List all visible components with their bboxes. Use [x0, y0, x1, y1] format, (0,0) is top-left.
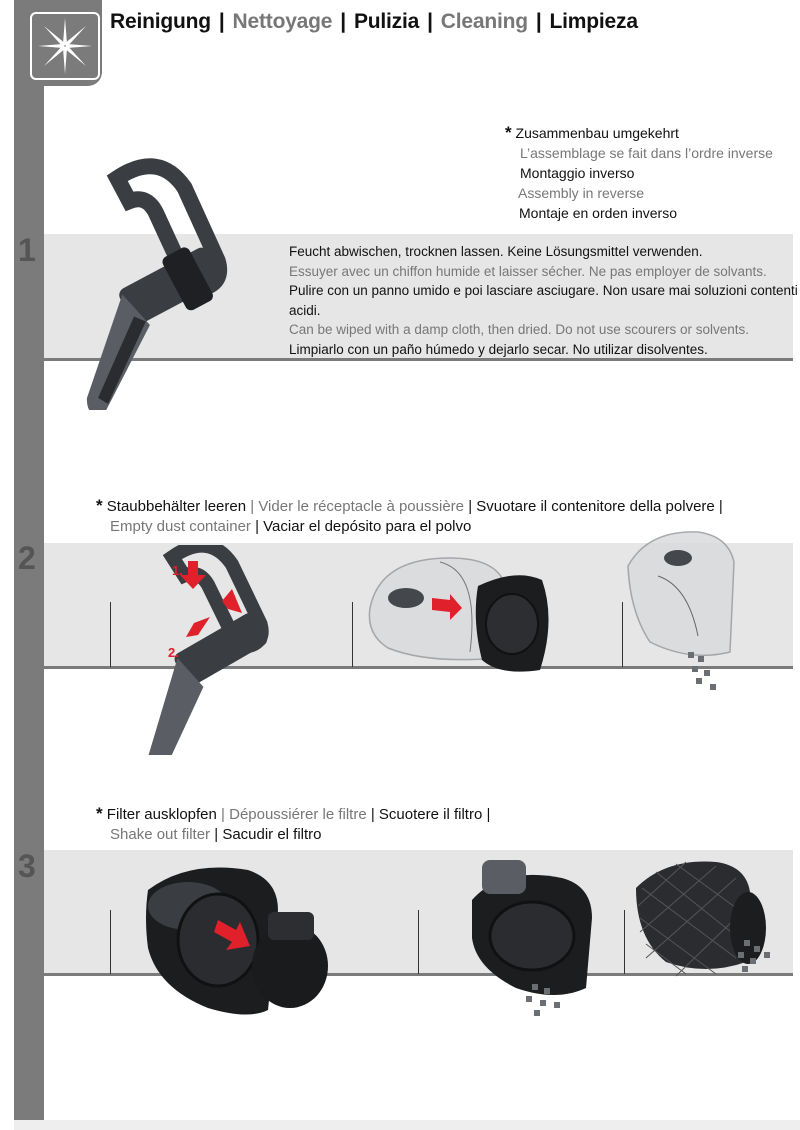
step1-description — [289, 242, 800, 359]
arrow-label-1: 1. — [172, 563, 183, 578]
title-de: Reinigung — [110, 10, 211, 33]
title-separator: | — [218, 10, 225, 33]
step3-de: Filter ausklopfen — [106, 806, 217, 823]
note-es: Montaje en orden inverso — [519, 205, 677, 221]
step1-number: 1 — [18, 232, 36, 268]
shake-filter-image — [626, 848, 786, 988]
step3-divider-1 — [110, 910, 111, 974]
emptying-dust-image — [618, 526, 748, 696]
cleaning-logo — [30, 12, 100, 80]
vacuum-release-image — [70, 545, 300, 755]
handheld-vacuum-image — [20, 150, 290, 410]
step2-en: Empty dust container — [110, 518, 251, 535]
title-separator: | — [427, 10, 433, 33]
step3-divider-2 — [418, 910, 419, 974]
asterisk: * — [96, 804, 103, 823]
title-en: Cleaning — [440, 10, 528, 33]
step1-de: Feucht abwischen, trocknen lassen. Keine Lösungsmittel verwenden. — [289, 244, 703, 259]
step1-en: Can be wiped with a damp cloth, then dried. Do not use scourers or solvents. — [289, 322, 749, 337]
assembly-note — [505, 123, 773, 223]
filter-removal-image — [118, 850, 348, 1050]
title-separator: | — [535, 10, 542, 33]
star-burst-icon — [32, 14, 98, 78]
step2-fr: Vider le réceptacle à poussière — [258, 498, 465, 515]
step1-es: Limpiarlo con un paño húmedo y dejarlo secar. No utilizar disolventes. — [289, 341, 708, 357]
title-it: Pulizia — [353, 10, 420, 33]
step3-number: 3 — [18, 848, 36, 884]
step1-it: Pulire con un panno umido e poi lasciare asciugare. Non usare mai soluzioni contenti acidi. — [289, 283, 798, 318]
step2-es: Vaciar el depósito para el polvo — [263, 518, 472, 535]
filter-out-image — [462, 850, 612, 1020]
step2-it: Svuotare il contenitore della polvere — [476, 498, 715, 515]
dust-container-removal-image — [350, 538, 580, 678]
asterisk: * — [96, 496, 103, 515]
note-en: Assembly in reverse — [518, 185, 645, 201]
step2-de: Staubbehälter leeren — [106, 498, 247, 515]
step3-fr: Dépoussiérer le filtre — [229, 806, 367, 823]
step3-es: Sacudir el filtro — [222, 826, 322, 843]
note-de: Zusammenbau umgekehrt — [515, 125, 679, 141]
step2-caption: * Staubbehälter leeren | Vider le réceptacle à poussière | Svuotare il contenitore della polvere | Empty dust container | Vaciar el depósito para el polvo — [96, 496, 723, 535]
step1-fr: Essuyer avec un chiffon humide et laisser sécher. Ne pas employer de solvants. — [289, 263, 767, 279]
step3-divider-3 — [624, 910, 625, 974]
title-es: Limpieza — [549, 10, 638, 33]
step3-en: Shake out filter — [110, 826, 211, 843]
step3-it: Scuotere il filtro — [378, 806, 483, 823]
arrow-label-2: 2. — [168, 645, 179, 660]
page-title — [110, 10, 638, 34]
bottom-rule — [14, 1120, 800, 1130]
title-separator: | — [340, 10, 346, 33]
step2-number: 2 — [18, 540, 36, 576]
asterisk: * — [505, 123, 512, 142]
step3-caption: * Filter ausklopfen | Dépoussiérer le filtre | Scuotere il filtro | Shake out filter | Sacudir el filtro — [96, 804, 491, 843]
note-fr: L’assemblage se fait dans l’ordre inverse — [520, 145, 773, 161]
note-it: Montaggio inverso — [520, 165, 635, 181]
title-fr: Nettoyage — [232, 10, 333, 33]
